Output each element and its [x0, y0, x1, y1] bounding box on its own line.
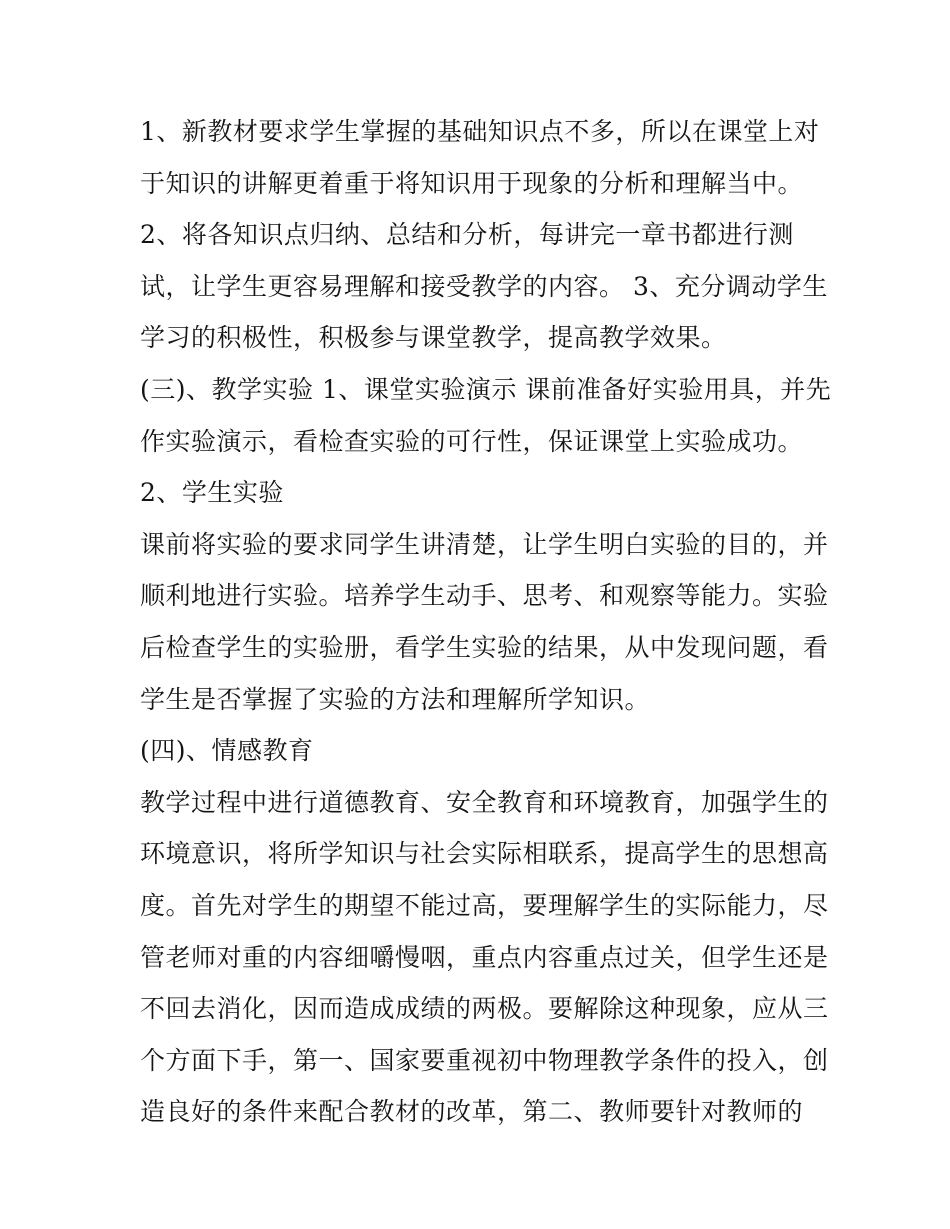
text-line: 管老师对重的内容细嚼慢咽，重点内容重点过关，但学生还是 [140, 942, 829, 972]
text-line: 2、将各知识点归纳、总结和分析，每讲完一章书都进行测 [140, 220, 794, 250]
text-line: 作实验演示，看检查实验的可行性，保证课堂上实验成功。 [140, 426, 804, 456]
text-line: 造良好的条件来配合教材的改革，第二、教师要针对教师的 [140, 1097, 804, 1127]
text-line: (三)、教学实验 1、课堂实验演示 课前准备好实验用具，并先 [140, 374, 832, 404]
text-line: 学生是否掌握了实验的方法和理解所学知识。 [140, 684, 651, 714]
text-line: 不回去消化，因而造成成绩的两极。要解除这种现象，应从三 [140, 994, 829, 1024]
document-body [140, 106, 832, 1138]
text-line: 教学过程中进行道德教育、安全教育和环境教育，加强学生的 [140, 787, 829, 817]
text-line: 课前将实验的要求同学生讲清楚，让学生明白实验的目的，并 [140, 529, 829, 559]
text-line: 个方面下手，第一、国家要重视初中物理教学条件的投入，创 [140, 1045, 829, 1075]
text-line: 1、新教材要求学生掌握的基础知识点不多，所以在课堂上对 [140, 117, 820, 146]
text-line: 学习的积极性，积极参与课堂教学，提高教学效果。 [140, 323, 727, 353]
section-heading: 2、学生实验 [140, 478, 284, 508]
text-line: 后检查学生的实验册，看学生实验的结果，从中发现问题，看 [140, 632, 829, 662]
text-line: 环境意识，将所学知识与社会实际相联系，提高学生的思想高 [140, 839, 829, 869]
text-line: 试，让学生更容易理解和接受教学的内容。 3、充分调动学生 [140, 271, 828, 301]
text-line: 顺利地进行实验。培养学生动手、思考、和观察等能力。实验 [140, 581, 829, 611]
text-line: 于知识的讲解更着重于将知识用于现象的分析和理解当中。 [140, 168, 804, 198]
text-line: 度。首先对学生的期望不能过高，要理解学生的实际能力，尽 [140, 890, 829, 920]
section-heading: (四)、情感教育 [140, 736, 314, 766]
